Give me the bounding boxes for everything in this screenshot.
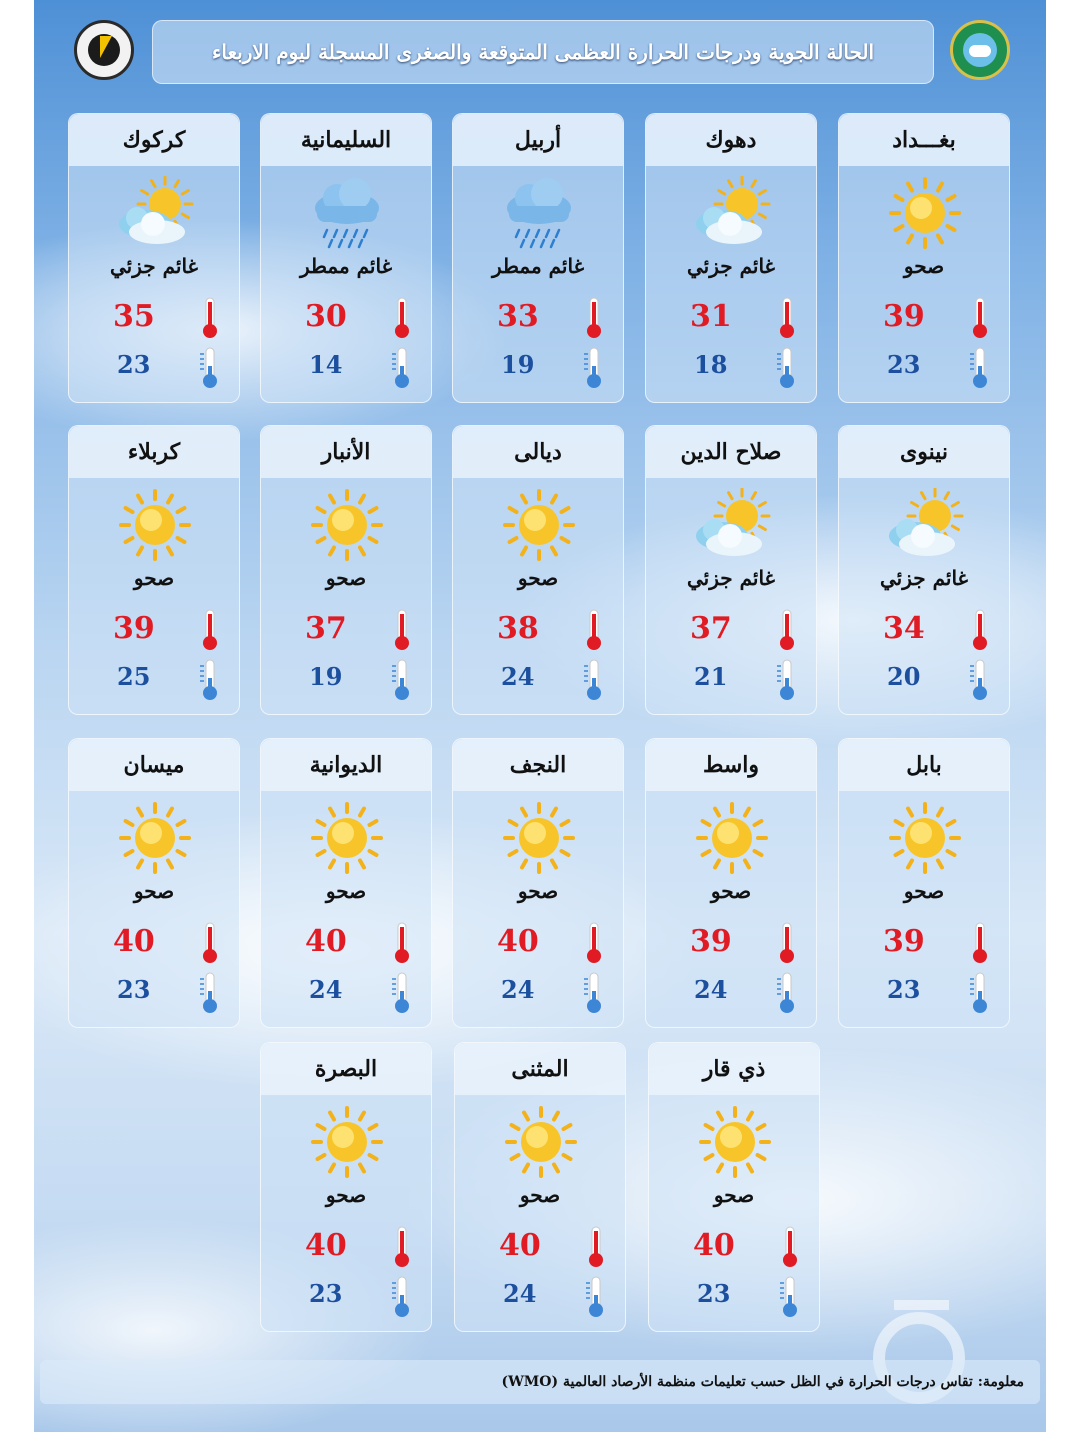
rain-cloud-icon [499,176,579,251]
city-card-header [261,426,431,478]
min-temperature: 23 [887,350,921,379]
min-temperature: 18 [694,350,728,379]
city-card [452,738,624,1028]
weather-authority-logo [74,20,134,80]
hot-thermometer-icon [389,296,415,344]
hot-thermometer-icon [774,921,800,969]
max-temperature: 34 [883,611,925,646]
sun-icon [307,488,387,563]
max-temperature: 37 [690,611,732,646]
city-card-header [839,739,1009,791]
hot-thermometer-icon [389,608,415,656]
city-card-header [453,426,623,478]
cold-thermometer-icon [967,658,993,706]
city-card [68,738,240,1028]
city-card-header [261,1043,431,1095]
sun-icon [307,1105,387,1180]
hot-thermometer-icon [774,296,800,344]
city-card [645,738,817,1028]
city-card-header [261,114,431,166]
city-card [452,113,624,403]
max-temperature: 30 [305,299,347,334]
city-card-header [453,114,623,166]
min-temperature: 20 [887,662,921,691]
city-name: الأنبار [321,439,371,465]
max-temperature: 35 [113,299,155,334]
city-card [452,425,624,715]
city-card-header [69,426,239,478]
city-card-header [453,739,623,791]
city-name: النجف [509,752,567,778]
min-temperature: 24 [501,975,535,1004]
city-name: بابل [906,752,942,778]
city-card [838,113,1010,403]
sun-icon [695,1105,775,1180]
cold-thermometer-icon [197,971,223,1019]
hot-thermometer-icon [583,1225,609,1273]
cold-thermometer-icon [389,658,415,706]
cold-thermometer-icon [774,346,800,394]
header-banner [152,20,934,84]
max-temperature: 40 [693,1228,735,1263]
city-card [260,425,432,715]
hot-thermometer-icon [197,921,223,969]
max-temperature: 40 [499,1228,541,1263]
city-name: نينوى [900,439,948,465]
city-name: كركوك [122,127,186,153]
max-temperature: 39 [883,299,925,334]
sun-icon [692,801,772,876]
min-temperature: 21 [694,662,728,691]
city-card [260,738,432,1028]
city-card [645,425,817,715]
city-card-header [839,114,1009,166]
sun-icon [115,488,195,563]
weather-condition: صحو [903,254,945,278]
city-name: صلاح الدين [680,439,782,465]
cold-thermometer-icon [967,346,993,394]
sun-icon [115,801,195,876]
partly-cloudy-icon [692,488,772,563]
sun-icon [499,488,579,563]
min-temperature: 14 [309,350,343,379]
city-card [260,113,432,403]
max-temperature: 39 [690,924,732,959]
min-temperature: 24 [501,662,535,691]
sun-icon [885,801,965,876]
max-temperature: 40 [113,924,155,959]
cold-thermometer-icon [774,971,800,1019]
cold-thermometer-icon [389,346,415,394]
weather-condition: صحو [713,1183,755,1207]
min-temperature: 19 [501,350,535,379]
max-temperature: 40 [305,924,347,959]
city-name: أربيل [514,127,562,153]
city-name: بغـــداد [892,127,956,153]
max-temperature: 39 [113,611,155,646]
weather-condition: غائم جزئي [686,254,776,278]
min-temperature: 19 [309,662,343,691]
city-name: السليمانية [300,127,392,153]
weather-condition: صحو [325,1183,367,1207]
min-temperature: 23 [117,350,151,379]
weather-condition: غائم جزئي [879,566,969,590]
weather-poster [34,0,1046,1432]
city-name: الديوانية [309,752,383,778]
weather-condition: غائم ممطر [491,254,585,278]
cold-thermometer-icon [389,971,415,1019]
weather-condition: صحو [710,879,752,903]
min-temperature: 24 [309,975,343,1004]
max-temperature: 31 [690,299,732,334]
page-title: الحالة الجوية ودرجات الحرارة العظمى المتوقعة والصغرى المسجلة ليوم الاربعاء [211,40,875,64]
cold-thermometer-icon [777,1275,803,1323]
weather-condition: غائم ممطر [299,254,393,278]
min-temperature: 24 [503,1279,537,1308]
weather-condition: صحو [325,879,367,903]
city-name: ميسان [123,752,185,778]
city-name: المثنى [511,1056,569,1082]
hot-thermometer-icon [581,921,607,969]
city-name: ديالى [514,439,562,465]
weather-condition: صحو [903,879,945,903]
hot-thermometer-icon [774,608,800,656]
cold-thermometer-icon [581,971,607,1019]
city-card [838,738,1010,1028]
weather-condition: صحو [133,566,175,590]
cold-thermometer-icon [583,1275,609,1323]
hot-thermometer-icon [967,921,993,969]
city-card [68,425,240,715]
weather-condition: صحو [517,879,559,903]
city-card [454,1042,626,1332]
weather-condition: صحو [325,566,367,590]
max-temperature: 33 [497,299,539,334]
sun-icon [307,801,387,876]
hot-thermometer-icon [777,1225,803,1273]
city-card-header [839,426,1009,478]
hot-thermometer-icon [967,608,993,656]
city-card [260,1042,432,1332]
max-temperature: 37 [305,611,347,646]
rain-cloud-icon [307,176,387,251]
city-card-header [649,1043,819,1095]
hot-thermometer-icon [581,296,607,344]
city-card-header [69,739,239,791]
city-card [645,113,817,403]
city-name: ذي قار [702,1056,766,1082]
city-card [68,113,240,403]
cold-thermometer-icon [581,346,607,394]
footer-note-bar [40,1360,1040,1404]
city-card-header [646,426,816,478]
min-temperature: 23 [697,1279,731,1308]
city-name: دهوك [705,127,757,153]
max-temperature: 40 [305,1228,347,1263]
weather-condition: صحو [133,879,175,903]
min-temperature: 23 [887,975,921,1004]
hot-thermometer-icon [197,608,223,656]
cold-thermometer-icon [774,658,800,706]
city-card [648,1042,820,1332]
city-card-header [261,739,431,791]
max-temperature: 39 [883,924,925,959]
partly-cloudy-icon [885,488,965,563]
weather-condition: صحو [519,1183,561,1207]
cold-thermometer-icon [389,1275,415,1323]
cold-thermometer-icon [197,658,223,706]
sun-icon [499,801,579,876]
min-temperature: 23 [309,1279,343,1308]
min-temperature: 25 [117,662,151,691]
hot-thermometer-icon [967,296,993,344]
city-name: البصرة [314,1056,378,1082]
cold-thermometer-icon [197,346,223,394]
sun-icon [885,176,965,251]
min-temperature: 23 [117,975,151,1004]
max-temperature: 40 [497,924,539,959]
city-card-header [455,1043,625,1095]
cold-thermometer-icon [967,971,993,1019]
min-temperature: 24 [694,975,728,1004]
hot-thermometer-icon [581,608,607,656]
weather-condition: صحو [517,566,559,590]
weather-condition: غائم جزئي [109,254,199,278]
sun-icon [501,1105,581,1180]
city-name: واسط [702,752,760,778]
city-card-header [69,114,239,166]
footer-note: معلومة: تقاس درجات الحرارة في الظل حسب تعليمات منظمة الأرصاد العالمية (WMO) [501,1374,1024,1390]
weather-condition: غائم جزئي [686,566,776,590]
hot-thermometer-icon [197,296,223,344]
partly-cloudy-icon [115,176,195,251]
city-card-header [646,114,816,166]
city-name: كربلاء [127,439,181,465]
city-card-header [646,739,816,791]
hot-thermometer-icon [389,921,415,969]
hot-thermometer-icon [389,1225,415,1273]
partly-cloudy-icon [692,176,772,251]
city-card [838,425,1010,715]
meteorological-org-logo [950,20,1010,80]
cold-thermometer-icon [581,658,607,706]
max-temperature: 38 [497,611,539,646]
